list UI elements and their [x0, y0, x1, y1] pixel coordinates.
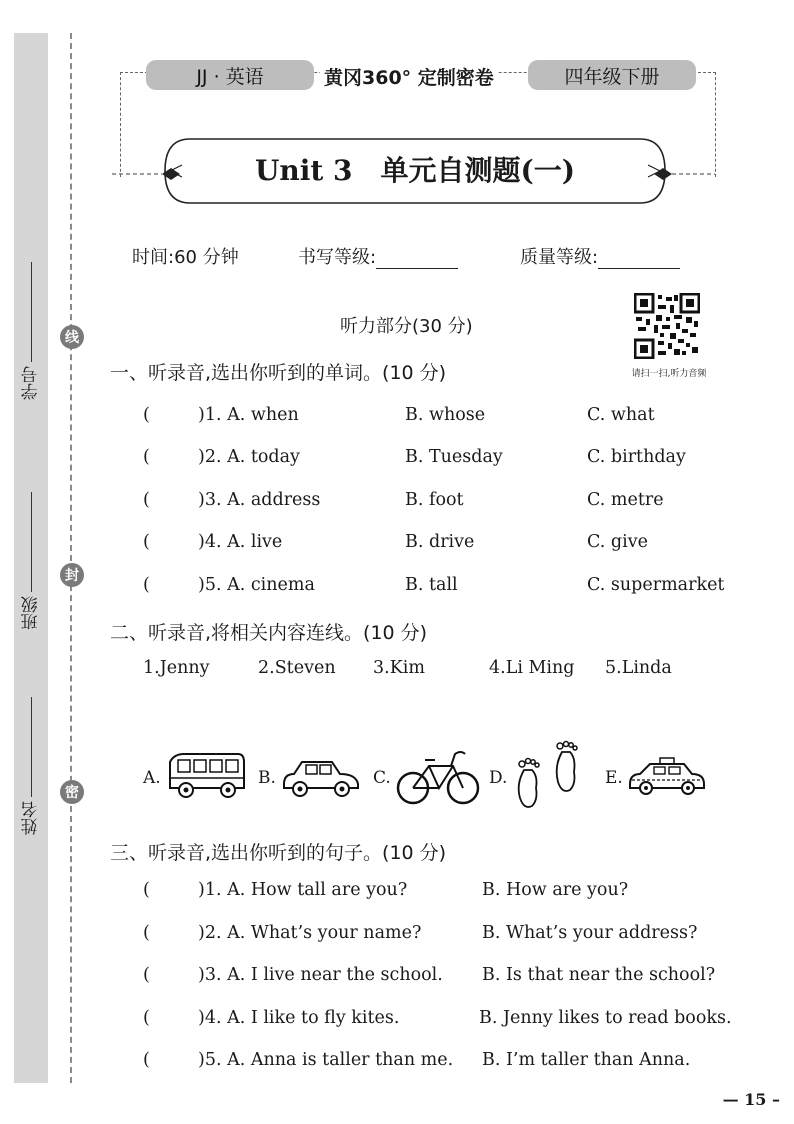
- quality-grade-blank: [598, 250, 680, 269]
- option-b: B. What’s your address?: [482, 923, 698, 943]
- option-c: C. what: [587, 405, 655, 425]
- listening-heading: 听力部分(30 分): [340, 316, 473, 337]
- qr-code-icon[interactable]: [634, 293, 700, 359]
- name-field[interactable]: [14, 675, 48, 835]
- part1-row: [0, 447, 794, 477]
- picture-label: E.: [605, 768, 623, 788]
- answer-blank[interactable]: (: [143, 447, 150, 467]
- part3-questions: [0, 880, 794, 1090]
- part1-questions: [0, 405, 794, 615]
- option-a: )3. A. address: [198, 490, 321, 510]
- student-id-blank: [30, 262, 33, 362]
- option-b: B. Tuesday: [405, 447, 503, 467]
- option-b: B. Jenny likes to read books.: [479, 1008, 732, 1028]
- writing-grade-blank: [376, 250, 458, 269]
- part1-row: [0, 532, 794, 562]
- quality-grade-field[interactable]: [520, 243, 680, 269]
- option-c: C. birthday: [587, 447, 686, 467]
- writing-grade-label: 书写等级:: [298, 247, 377, 268]
- part2-heading: 二、听录音,将相关内容连线。(10 分): [110, 622, 428, 644]
- part3-row: [0, 1008, 794, 1038]
- taxi-icon[interactable]: [626, 756, 708, 798]
- part1-row: [0, 405, 794, 435]
- option-a: )4. A. I like to fly kites.: [198, 1008, 400, 1028]
- part1-heading: 一、听录音,选出你听到的单词。(10 分): [110, 362, 447, 384]
- name-label: 姓名: [21, 801, 42, 835]
- seal-seal: 封: [60, 563, 84, 587]
- option-b: B. whose: [405, 405, 486, 425]
- answer-blank[interactable]: (: [143, 965, 150, 985]
- subject-tag: JJ · 英语: [146, 60, 314, 90]
- option-a: )5. A. cinema: [198, 575, 315, 595]
- writing-grade-field[interactable]: [298, 243, 458, 269]
- answer-blank[interactable]: (: [143, 1050, 150, 1070]
- name-item[interactable]: 3.Kim: [373, 658, 425, 678]
- option-a: )1. A. How tall are you?: [198, 880, 408, 900]
- seal-secret: 密: [60, 780, 84, 804]
- quality-grade-label: 质量等级:: [520, 247, 599, 268]
- option-a: )2. A. What’s your name?: [198, 923, 422, 943]
- answer-blank[interactable]: (: [143, 405, 150, 425]
- option-c: C. metre: [587, 490, 664, 510]
- answer-blank[interactable]: (: [143, 880, 150, 900]
- part1-row: [0, 575, 794, 605]
- grade-tag: 四年级下册: [528, 60, 696, 90]
- answer-blank[interactable]: (: [143, 923, 150, 943]
- page-title: Unit 3 单元自测题(一): [254, 154, 576, 187]
- part3-row: [0, 880, 794, 910]
- student-id-field[interactable]: [14, 230, 48, 400]
- part3-row: [0, 965, 794, 995]
- picture-label: B.: [258, 768, 276, 788]
- name-item[interactable]: 2.Steven: [258, 658, 336, 678]
- part1-row: [0, 490, 794, 520]
- footprints-icon[interactable]: [510, 740, 586, 814]
- name-item[interactable]: 4.Li Ming: [489, 658, 575, 678]
- seal-line: 线: [60, 325, 84, 349]
- picture-label: D.: [489, 768, 508, 788]
- part3-heading: 三、听录音,选出你听到的句子。(10 分): [110, 842, 447, 864]
- car-icon[interactable]: [280, 754, 362, 800]
- title-banner: [160, 135, 670, 207]
- option-b: B. Is that near the school?: [482, 965, 716, 985]
- name-item[interactable]: 1.Jenny: [143, 658, 210, 678]
- diamond-right-icon: [652, 166, 722, 182]
- qr-caption: 请扫一扫,听力音频: [631, 369, 707, 379]
- picture-label: A.: [143, 768, 161, 788]
- option-a: )2. A. today: [198, 447, 300, 467]
- bicycle-icon[interactable]: [395, 744, 481, 808]
- option-a: )3. A. I live near the school.: [198, 965, 443, 985]
- answer-blank[interactable]: (: [143, 532, 150, 552]
- option-c: C. give: [587, 532, 648, 552]
- option-a: )1. A. when: [198, 405, 299, 425]
- option-b: B. tall: [405, 575, 458, 595]
- class-label: 班级: [21, 596, 42, 630]
- part3-row: [0, 923, 794, 953]
- answer-blank[interactable]: (: [143, 490, 150, 510]
- page-number: — 15 –: [722, 1090, 780, 1109]
- option-b: B. I’m taller than Anna.: [482, 1050, 691, 1070]
- student-id-label: 学号: [21, 366, 42, 400]
- answer-blank[interactable]: (: [143, 1008, 150, 1028]
- option-a: )5. A. Anna is taller than me.: [198, 1050, 454, 1070]
- diamond-left-icon: [112, 166, 182, 182]
- brand-text: 黄冈360° 定制密卷: [320, 63, 498, 90]
- answer-blank[interactable]: (: [143, 575, 150, 595]
- bus-icon[interactable]: [164, 748, 248, 804]
- part2-names: [0, 658, 794, 688]
- option-b: B. How are you?: [482, 880, 629, 900]
- option-a: )4. A. live: [198, 532, 283, 552]
- name-blank: [30, 697, 33, 797]
- time-limit: 时间:60 分钟: [132, 247, 239, 268]
- part3-row: [0, 1050, 794, 1080]
- picture-label: C.: [373, 768, 391, 788]
- option-b: B. drive: [405, 532, 475, 552]
- option-b: B. foot: [405, 490, 464, 510]
- name-item[interactable]: 5.Linda: [605, 658, 672, 678]
- option-c: C. supermarket: [587, 575, 725, 595]
